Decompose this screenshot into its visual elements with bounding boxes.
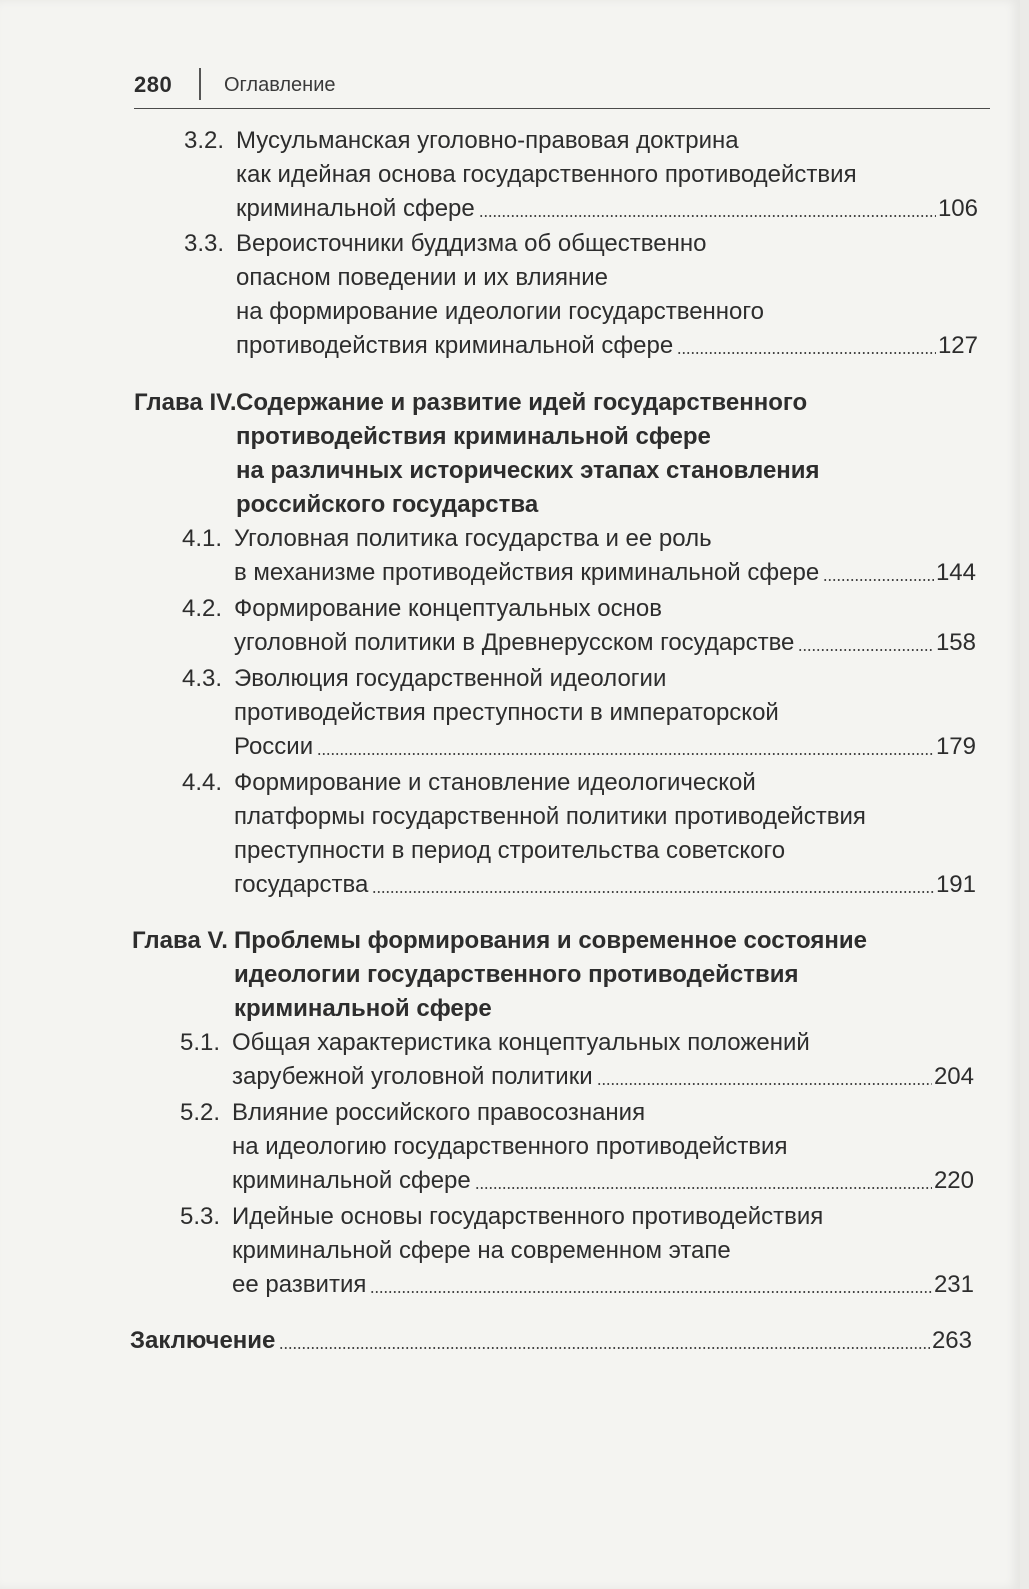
entry-title-line: в механизме противодействия криминальной сфере: [234, 559, 820, 586]
page-ref: 220: [933, 1167, 974, 1194]
entry-title-line: России: [234, 733, 314, 760]
entry-title-line: опасном поведении и их влияние: [236, 264, 608, 291]
entry-title-line: на формирование идеологии государственного: [236, 298, 764, 325]
page-header: [134, 68, 990, 109]
entry-title-line: Влияние российского правосознания: [232, 1099, 646, 1126]
entry-title-line: противодействия преступности в императорской: [234, 699, 779, 726]
chapter-title-line: Содержание и развитие идей государственного: [236, 389, 808, 416]
entry-title-line: Формирование концептуальных основ: [234, 595, 662, 622]
dot-leader: [372, 890, 934, 894]
entry-leader-line: [232, 1270, 974, 1300]
section-number: 4.3.: [182, 665, 223, 692]
entry-title-line: Идейные основы государственного противодействия: [232, 1203, 824, 1230]
page-ref: 179: [935, 733, 976, 760]
entry-title-line: государства: [234, 871, 369, 898]
page-ref: 144: [935, 559, 976, 586]
chapter-title-line: идеологии государственного противодействия: [234, 961, 799, 988]
chapter-label: Глава IV.: [134, 389, 237, 416]
page-number: 280: [134, 72, 173, 97]
entry-leader-line: [234, 558, 976, 588]
page-ref: 106: [937, 195, 978, 222]
section-number: 5.1.: [180, 1029, 221, 1056]
entry-title-line: Формирование и становление идеологической: [234, 769, 756, 796]
page-ref: 127: [937, 332, 978, 359]
entry-title-line: противодействия криминальной сфере: [236, 332, 674, 359]
entry-title-line: уголовной политики в Древнерусском государстве: [234, 629, 795, 656]
dot-leader: [798, 648, 934, 652]
section-number: 3.2.: [184, 127, 225, 154]
dot-leader: [370, 1290, 932, 1294]
entry-title-line: зарубежной уголовной политики: [232, 1063, 593, 1090]
header-separator: [199, 68, 201, 100]
dot-leader: [479, 214, 936, 218]
entry-title-line: Уголовная политика государства и ее роль: [234, 525, 712, 552]
entry-title-line: криминальной сфере на современном этапе: [232, 1237, 731, 1264]
page-ref: 263: [931, 1327, 972, 1354]
section-number: 4.4.: [182, 769, 223, 796]
section-number: 3.3.: [184, 230, 225, 257]
section-number: 5.3.: [180, 1203, 221, 1230]
entry-title-line: Мусульманская уголовно-правовая доктрина: [236, 127, 739, 154]
dot-leader: [823, 578, 934, 582]
section-number: 4.2.: [182, 595, 223, 622]
entry-leader-line: [232, 1166, 974, 1196]
page-ref: 191: [935, 871, 976, 898]
chapter-label: Глава V.: [132, 927, 228, 954]
dot-leader: [597, 1082, 932, 1086]
entry-title-line: на идеологию государственного противодействия: [232, 1133, 788, 1160]
dot-leader: [317, 752, 934, 756]
entry-title-line: криминальной сфере: [236, 195, 475, 222]
section-number: 4.1.: [182, 525, 223, 552]
dot-leader: [677, 351, 936, 355]
entry-title-line: Вероисточники буддизма об общественно: [236, 230, 707, 257]
entry-title-line: криминальной сфере: [232, 1167, 471, 1194]
entry-leader-line: [234, 628, 976, 658]
dot-leader: [475, 1186, 932, 1190]
page-ref: 231: [933, 1271, 974, 1298]
chapter-title-line: противодействия криминальной сфере: [236, 423, 711, 450]
entry-leader-line: [236, 331, 978, 361]
page-ref: 158: [935, 629, 976, 656]
section-number: 5.2.: [180, 1099, 221, 1126]
toc-conclusion: [130, 1326, 972, 1356]
page-ref: 204: [933, 1063, 974, 1090]
entry-title-line: платформы государственной политики противодействия: [234, 803, 866, 830]
entry-leader-line: [232, 1062, 974, 1092]
chapter-title-line: криминальной сфере: [234, 995, 492, 1022]
entry-title-line: Эволюция государственной идеологии: [234, 665, 667, 692]
entry-leader-line: [234, 870, 976, 900]
entry-title-line: ее развития: [232, 1271, 367, 1298]
entry-title-line: преступности в период строительства советского: [234, 837, 786, 864]
chapter-title-line: на различных исторических этапах становления: [236, 457, 820, 484]
chapter-title-line: российского государства: [236, 491, 539, 518]
entry-title-line: как идейная основа государственного противодействия: [236, 161, 857, 188]
entry-leader-line: [236, 194, 978, 224]
dot-leader: [279, 1346, 930, 1350]
conclusion-label: Заключение: [130, 1327, 276, 1354]
entry-title-line: Общая характеристика концептуальных положений: [232, 1029, 810, 1056]
running-title: Оглавление: [224, 74, 336, 96]
entry-leader-line: [234, 732, 976, 762]
chapter-title-line: Проблемы формирования и современное состояние: [234, 927, 867, 954]
